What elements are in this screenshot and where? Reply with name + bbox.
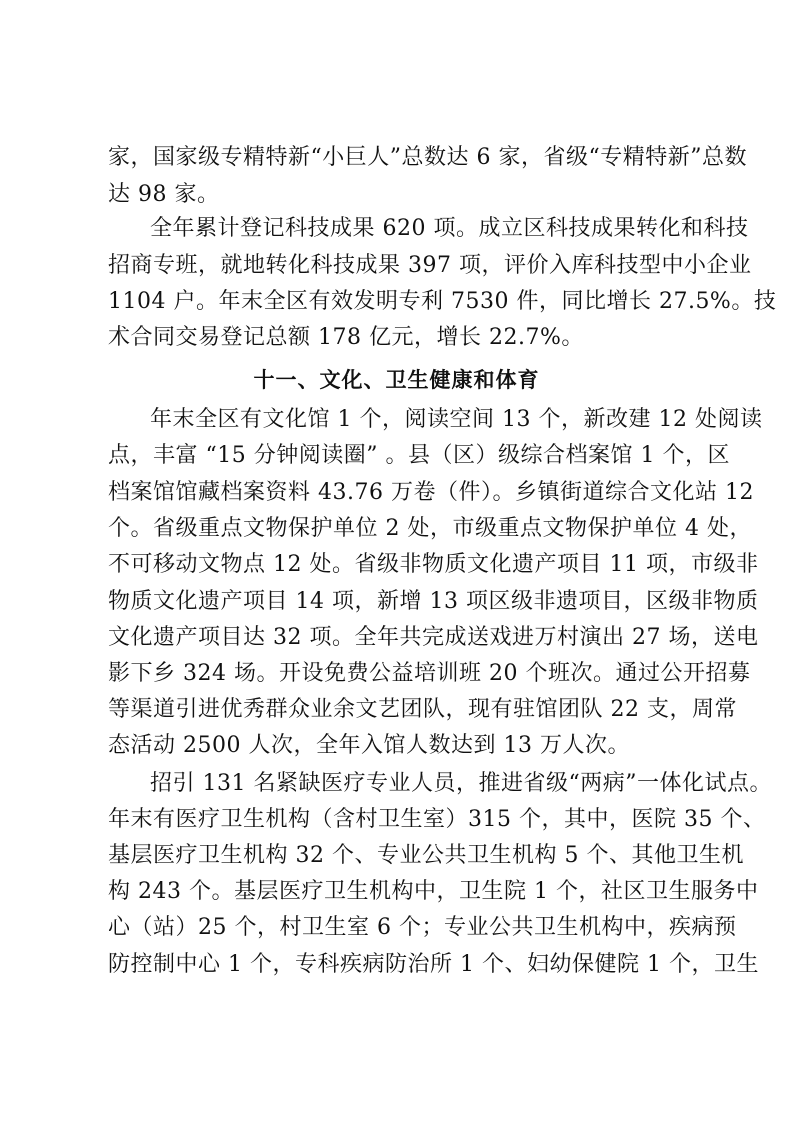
paragraph-3-line-7: 文化遗产项目达 32 项。全年共完成送戏进万村演出 27 场，送电 — [108, 625, 759, 650]
paragraph-3-line-2: 点，丰富 “15 分钟阅读圈” 。县（区）级综合档案馆 1 个，区 — [108, 443, 730, 468]
paragraph-3-line-3: 档案馆馆藏档案资料 43.76 万卷（件）。乡镇街道综合文化站 12 — [108, 480, 754, 505]
paragraph-3-line-4: 个。省级重点文物保护单位 2 处，市级重点文物保护单位 4 处， — [108, 516, 752, 541]
paragraph-3-line-9: 等渠道引进优秀群众业余文艺团队，现有驻馆团队 22 支，周常 — [108, 697, 737, 722]
paragraph-4-line-4: 构 243 个。基层医疗卫生机构中，卫生院 1 个，社区卫生服务中 — [108, 879, 759, 904]
paragraph-2-line-4: 术合同交易登记总额 178 亿元，增长 22.7%。 — [108, 325, 584, 350]
paragraph-4-line-5: 心（站）25 个，村卫生室 6 个；专业公共卫生机构中，疾病预 — [108, 915, 737, 940]
paragraph-2-line-3: 1104 户。年末全区有效发明专利 7530 件，同比增长 27.5%。技 — [108, 289, 777, 314]
section-heading: 十一、文化、卫生健康和体育 — [253, 368, 540, 392]
paragraph-4-line-6: 防控制中心 1 个，专科疾病防治所 1 个、妇幼保健院 1 个，卫生 — [108, 952, 759, 977]
paragraph-1-line-1: 家，国家级专精特新“小巨人”总数达 6 家，省级“专精特新”总数 — [108, 145, 747, 170]
paragraph-1-line-2: 达 98 家。 — [108, 182, 220, 207]
paragraph-4-line-3: 基层医疗卫生机构 32 个、专业公共卫生机构 5 个、其他卫生机 — [108, 843, 744, 868]
paragraph-2-line-1: 全年累计登记科技成果 620 项。成立区科技成果转化和科技 — [150, 216, 749, 241]
paragraph-3-line-1: 年末全区有文化馆 1 个，阅读空间 13 个，新改建 12 处阅读 — [150, 407, 763, 432]
paragraph-2-line-2: 招商专班，就地转化科技成果 397 项，评价入库科技型中小企业 — [108, 253, 752, 278]
paragraph-4-line-1: 招引 131 名紧缺医疗专业人员，推进省级“两病”一体化试点。 — [150, 771, 772, 796]
paragraph-3-line-5: 不可移动文物点 12 处。省级非物质文化遗产项目 11 项，市级非 — [108, 552, 759, 577]
paragraph-3-line-6: 物质文化遗产项目 14 项，新增 13 项区级非遗项目，区级非物质 — [108, 589, 759, 614]
paragraph-3-line-8: 影下乡 324 场。开设免费公益培训班 20 个班次。通过公开招募 — [108, 661, 751, 686]
paragraph-3-line-10: 态活动 2500 人次，全年入馆人数达到 13 万人次。 — [108, 733, 630, 758]
paragraph-4-line-2: 年末有医疗卫生机构（含村卫生室）315 个，其中，医院 35 个、 — [108, 807, 766, 832]
